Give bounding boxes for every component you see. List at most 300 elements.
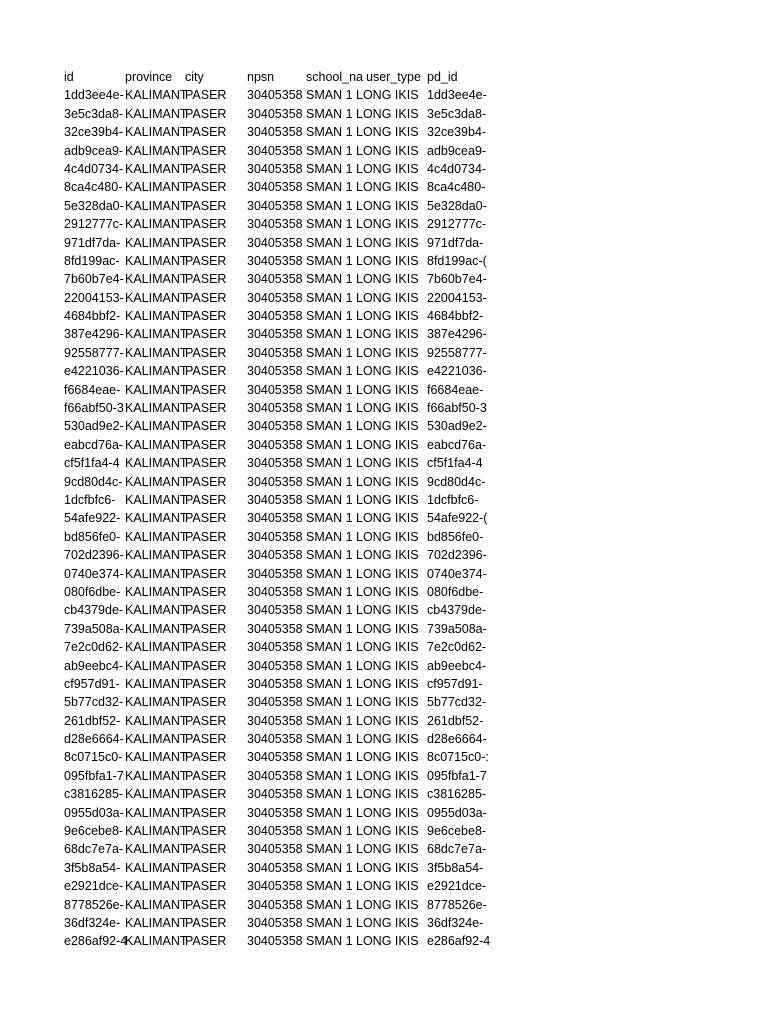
cell-province: KALIMANT <box>125 658 188 673</box>
cell-city: PASER <box>185 566 227 581</box>
cell-npsn: 30405358 <box>247 492 303 507</box>
cell-province: KALIMANT <box>125 382 188 397</box>
cell-province: KALIMANT <box>125 621 188 636</box>
cell-id: 8ca4c480- <box>64 180 123 195</box>
cell-npsn: 30405358 <box>247 401 303 416</box>
cell-province: KALIMANT <box>125 768 188 783</box>
cell-id: 5e328da0- <box>64 198 124 213</box>
cell-pd-id: 530ad9e2- <box>427 419 487 434</box>
cell-city: PASER <box>185 161 227 176</box>
cell-pd-id: e2921dce- <box>427 879 487 894</box>
table-row <box>64 620 490 638</box>
cell-city: PASER <box>185 143 227 158</box>
table-row <box>64 859 490 877</box>
table-row <box>64 509 490 527</box>
cell-school-name: SMAN 1 LONG IKIS <box>306 309 419 324</box>
cell-id: f66abf50-3 <box>64 401 124 416</box>
cell-province: KALIMANT <box>125 327 188 342</box>
cell-school-name: SMAN 1 LONG IKIS <box>306 529 419 544</box>
cell-pd-id: 5e328da0- <box>427 198 487 213</box>
cell-city: PASER <box>185 805 227 820</box>
cell-city: PASER <box>185 327 227 342</box>
cell-province: KALIMANT <box>125 676 188 691</box>
table-row <box>64 325 490 343</box>
cell-city: PASER <box>185 401 227 416</box>
cell-school-name: SMAN 1 LONG IKIS <box>306 860 419 875</box>
cell-id: bd856fe0- <box>64 529 121 544</box>
cell-pd-id: 971df7da- <box>427 235 484 250</box>
cell-city: PASER <box>185 345 227 360</box>
cell-school-name: SMAN 1 LONG IKIS <box>306 198 419 213</box>
table-row <box>64 730 490 748</box>
cell-id: c3816285- <box>64 787 124 802</box>
cell-pd-id: 739a508a- <box>427 621 487 636</box>
cell-city: PASER <box>185 511 227 526</box>
cell-id: eabcd76a- <box>64 437 124 452</box>
cell-npsn: 30405358 <box>247 897 303 912</box>
cell-city: PASER <box>185 437 227 452</box>
table-row <box>64 785 490 803</box>
cell-pd-id: 32ce39b4- <box>427 125 487 140</box>
cell-pd-id: e4221036- <box>427 364 487 379</box>
cell-city: PASER <box>185 879 227 894</box>
cell-school-name: SMAN 1 LONG IKIS <box>306 676 419 691</box>
cell-city: PASER <box>185 860 227 875</box>
cell-school-name: SMAN 1 LONG IKIS <box>306 750 419 765</box>
cell-pd-id: 080f6dbe- <box>427 584 484 599</box>
cell-province: KALIMANT <box>125 750 188 765</box>
cell-province: KALIMANT <box>125 548 188 563</box>
cell-school-name: SMAN 1 LONG IKIS <box>306 805 419 820</box>
cell-school-name: SMAN 1 LONG IKIS <box>306 879 419 894</box>
cell-school-name: SMAN 1 LONG IKIS <box>306 345 419 360</box>
cell-pd-id: 5b77cd32- <box>427 695 487 710</box>
cell-npsn: 30405358 <box>247 805 303 820</box>
cell-pd-id: eabcd76a- <box>427 437 487 452</box>
cell-city: PASER <box>185 897 227 912</box>
cell-pd-id: 9cd80d4c- <box>427 474 486 489</box>
cell-pd-id: 2912777c- <box>427 217 487 232</box>
cell-city: PASER <box>185 125 227 140</box>
cell-school-name: SMAN 1 LONG IKIS <box>306 382 419 397</box>
cell-npsn: 30405358 <box>247 180 303 195</box>
cell-npsn: 30405358 <box>247 474 303 489</box>
cell-pd-id: f6684eae- <box>427 382 484 397</box>
cell-pd-id: e286af92-4 <box>427 934 491 949</box>
cell-pd-id: 68dc7e7a- <box>427 842 487 857</box>
cell-npsn: 30405358 <box>247 566 303 581</box>
table-row <box>64 693 490 711</box>
cell-pd-id: 4c4d0734- <box>427 161 487 176</box>
cell-city: PASER <box>185 217 227 232</box>
cell-id: 32ce39b4- <box>64 125 124 140</box>
cell-id: 36df324e- <box>64 915 121 930</box>
cell-city: PASER <box>185 824 227 839</box>
cell-npsn: 30405358 <box>247 529 303 544</box>
cell-pd-id: 7b60b7e4- <box>427 272 487 287</box>
cell-school-name: SMAN 1 LONG IKIS <box>306 640 419 655</box>
cell-city: PASER <box>185 529 227 544</box>
cell-province: KALIMANT <box>125 345 188 360</box>
cell-pd-id: 36df324e- <box>427 915 484 930</box>
cell-province: KALIMANT <box>125 529 188 544</box>
table-row <box>64 528 490 546</box>
cell-city: PASER <box>185 768 227 783</box>
cell-npsn: 30405358 <box>247 290 303 305</box>
cell-city: PASER <box>185 548 227 563</box>
cell-province: KALIMANT <box>125 492 188 507</box>
cell-pd-id: 387e4296- <box>427 327 487 342</box>
cell-school-name: SMAN 1 LONG IKIS <box>306 768 419 783</box>
cell-province: KALIMANT <box>125 235 188 250</box>
cell-pd-id: ab9eebc4- <box>427 658 487 673</box>
cell-city: PASER <box>185 584 227 599</box>
cell-npsn: 30405358 <box>247 768 303 783</box>
cell-npsn: 30405358 <box>247 437 303 452</box>
cell-province: KALIMANT <box>125 401 188 416</box>
cell-province: KALIMANT <box>125 566 188 581</box>
cell-province: KALIMANT <box>125 125 188 140</box>
cell-province: KALIMANT <box>125 309 188 324</box>
cell-province: KALIMANT <box>125 934 188 949</box>
header-pd-id: pd_id <box>427 70 458 84</box>
cell-pd-id: 3e5c3da8- <box>427 106 487 121</box>
cell-pd-id: 7e2c0d62- <box>427 640 487 655</box>
cell-province: KALIMANT <box>125 511 188 526</box>
header-user-type: user_type <box>366 70 421 84</box>
cell-id: e2921dce- <box>64 879 124 894</box>
cell-school-name: SMAN 1 LONG IKIS <box>306 106 419 121</box>
cell-province: KALIMANT <box>125 143 188 158</box>
cell-city: PASER <box>185 492 227 507</box>
cell-id: 9cd80d4c- <box>64 474 123 489</box>
cell-id: 7b60b7e4- <box>64 272 124 287</box>
cell-npsn: 30405358 <box>247 272 303 287</box>
cell-npsn: 30405358 <box>247 603 303 618</box>
table-row <box>64 86 490 104</box>
cell-school-name: SMAN 1 LONG IKIS <box>306 88 419 103</box>
header-npsn: npsn <box>247 70 275 84</box>
cell-school-name: SMAN 1 LONG IKIS <box>306 603 419 618</box>
cell-province: KALIMANT <box>125 198 188 213</box>
cell-id: 5b77cd32- <box>64 695 124 710</box>
cell-city: PASER <box>185 732 227 747</box>
cell-id: 3e5c3da8- <box>64 106 124 121</box>
cell-city: PASER <box>185 180 227 195</box>
cell-id: 4684bbf2- <box>64 309 121 324</box>
cell-npsn: 30405358 <box>247 143 303 158</box>
cell-school-name: SMAN 1 LONG IKIS <box>306 915 419 930</box>
cell-province: KALIMANT <box>125 713 188 728</box>
header-city: city <box>185 70 204 84</box>
cell-pd-id: 1dd3ee4e- <box>427 88 487 103</box>
cell-id: f6684eae- <box>64 382 121 397</box>
cell-id: 080f6dbe- <box>64 584 121 599</box>
cell-school-name: SMAN 1 LONG IKIS <box>306 897 419 912</box>
cell-school-name: SMAN 1 LONG IKIS <box>306 713 419 728</box>
cell-school-name: SMAN 1 LONG IKIS <box>306 364 419 379</box>
cell-school-name: SMAN 1 LONG IKIS <box>306 548 419 563</box>
cell-id: e286af92-4 <box>64 934 128 949</box>
cell-pd-id: 8ca4c480- <box>427 180 486 195</box>
cell-city: PASER <box>185 713 227 728</box>
cell-province: KALIMANT <box>125 419 188 434</box>
table-row <box>64 362 490 380</box>
cell-npsn: 30405358 <box>247 456 303 471</box>
cell-city: PASER <box>185 272 227 287</box>
cell-id: 8fd199ac- <box>64 253 120 268</box>
cell-npsn: 30405358 <box>247 658 303 673</box>
table-row <box>64 307 490 325</box>
cell-npsn: 30405358 <box>247 713 303 728</box>
cell-id: cf957d91- <box>64 676 120 691</box>
cell-province: KALIMANT <box>125 180 188 195</box>
cell-province: KALIMANT <box>125 695 188 710</box>
cell-pd-id: 8c0715c0-: <box>427 750 489 765</box>
cell-city: PASER <box>185 750 227 765</box>
cell-city: PASER <box>185 603 227 618</box>
cell-school-name: SMAN 1 LONG IKIS <box>306 272 419 287</box>
cell-province: KALIMANT <box>125 805 188 820</box>
table-row <box>64 123 490 141</box>
cell-id: 1dcfbfc6- <box>64 492 116 507</box>
cell-npsn: 30405358 <box>247 879 303 894</box>
cell-npsn: 30405358 <box>247 106 303 121</box>
cell-npsn: 30405358 <box>247 419 303 434</box>
cell-school-name: SMAN 1 LONG IKIS <box>306 934 419 949</box>
cell-city: PASER <box>185 934 227 949</box>
cell-npsn: 30405358 <box>247 253 303 268</box>
cell-pd-id: 22004153- <box>427 290 487 305</box>
cell-school-name: SMAN 1 LONG IKIS <box>306 511 419 526</box>
cell-pd-id: 8778526e- <box>427 897 487 912</box>
cell-province: KALIMANT <box>125 842 188 857</box>
cell-id: 387e4296- <box>64 327 124 342</box>
cell-pd-id: bd856fe0- <box>427 529 484 544</box>
table-row <box>64 877 490 895</box>
cell-pd-id: 0740e374- <box>427 566 487 581</box>
table-row <box>64 105 490 123</box>
cell-city: PASER <box>185 640 227 655</box>
cell-province: KALIMANT <box>125 364 188 379</box>
cell-id: d28e6664- <box>64 732 124 747</box>
cell-pd-id: 4684bbf2- <box>427 309 484 324</box>
table-row <box>64 417 490 435</box>
cell-npsn: 30405358 <box>247 327 303 342</box>
cell-npsn: 30405358 <box>247 787 303 802</box>
cell-npsn: 30405358 <box>247 860 303 875</box>
cell-npsn: 30405358 <box>247 88 303 103</box>
cell-province: KALIMANT <box>125 824 188 839</box>
table-body <box>64 86 490 950</box>
cell-school-name: SMAN 1 LONG IKIS <box>306 842 419 857</box>
cell-school-name: SMAN 1 LONG IKIS <box>306 474 419 489</box>
cell-id: 4c4d0734- <box>64 161 124 176</box>
cell-school-name: SMAN 1 LONG IKIS <box>306 658 419 673</box>
cell-school-name: SMAN 1 LONG IKIS <box>306 437 419 452</box>
cell-school-name: SMAN 1 LONG IKIS <box>306 621 419 636</box>
cell-pd-id: 261dbf52- <box>427 713 484 728</box>
cell-city: PASER <box>185 787 227 802</box>
cell-id: cf5f1fa4-4 <box>64 456 120 471</box>
table-row <box>64 234 490 252</box>
cell-id: 22004153- <box>64 290 124 305</box>
cell-id: 2912777c- <box>64 217 124 232</box>
table-row <box>64 491 490 509</box>
cell-npsn: 30405358 <box>247 235 303 250</box>
table-row <box>64 748 490 766</box>
cell-npsn: 30405358 <box>247 676 303 691</box>
cell-npsn: 30405358 <box>247 309 303 324</box>
cell-npsn: 30405358 <box>247 364 303 379</box>
table-row <box>64 804 490 822</box>
cell-province: KALIMANT <box>125 584 188 599</box>
cell-province: KALIMANT <box>125 640 188 655</box>
cell-id: 54afe922- <box>64 511 121 526</box>
table-row <box>64 252 490 270</box>
table-row <box>64 822 490 840</box>
cell-city: PASER <box>185 842 227 857</box>
cell-pd-id: d28e6664- <box>427 732 487 747</box>
cell-school-name: SMAN 1 LONG IKIS <box>306 253 419 268</box>
cell-npsn: 30405358 <box>247 934 303 949</box>
table-row <box>64 399 490 417</box>
table-row <box>64 675 490 693</box>
cell-city: PASER <box>185 88 227 103</box>
cell-npsn: 30405358 <box>247 345 303 360</box>
cell-pd-id: 9e6cebe8- <box>427 824 487 839</box>
cell-npsn: 30405358 <box>247 382 303 397</box>
cell-npsn: 30405358 <box>247 584 303 599</box>
cell-city: PASER <box>185 915 227 930</box>
cell-id: e4221036- <box>64 364 124 379</box>
cell-id: 92558777- <box>64 345 124 360</box>
cell-school-name: SMAN 1 LONG IKIS <box>306 125 419 140</box>
cell-province: KALIMANT <box>125 161 188 176</box>
cell-id: 0740e374- <box>64 566 124 581</box>
table-row <box>64 473 490 491</box>
cell-city: PASER <box>185 676 227 691</box>
cell-city: PASER <box>185 253 227 268</box>
cell-school-name: SMAN 1 LONG IKIS <box>306 456 419 471</box>
cell-npsn: 30405358 <box>247 640 303 655</box>
table-row <box>64 767 490 785</box>
table-row <box>64 583 490 601</box>
table-row <box>64 344 490 362</box>
header-school-name: school_na <box>306 70 363 84</box>
cell-city: PASER <box>185 658 227 673</box>
cell-npsn: 30405358 <box>247 695 303 710</box>
cell-pd-id: 54afe922-( <box>427 511 488 526</box>
cell-npsn: 30405358 <box>247 161 303 176</box>
cell-npsn: 30405358 <box>247 915 303 930</box>
cell-province: KALIMANT <box>125 787 188 802</box>
table-row <box>64 142 490 160</box>
table-row <box>64 657 490 675</box>
cell-province: KALIMANT <box>125 437 188 452</box>
table-header-row <box>64 68 490 86</box>
cell-pd-id: c3816285- <box>427 787 487 802</box>
cell-id: 739a508a- <box>64 621 124 636</box>
spreadsheet-table <box>64 68 490 951</box>
table-row <box>64 712 490 730</box>
cell-province: KALIMANT <box>125 474 188 489</box>
cell-pd-id: adb9cea9- <box>427 143 487 158</box>
cell-id: 261dbf52- <box>64 713 121 728</box>
cell-npsn: 30405358 <box>247 621 303 636</box>
cell-pd-id: 095fbfa1-7 <box>427 768 487 783</box>
cell-city: PASER <box>185 106 227 121</box>
cell-school-name: SMAN 1 LONG IKIS <box>306 566 419 581</box>
cell-id: 8c0715c0- <box>64 750 123 765</box>
cell-city: PASER <box>185 309 227 324</box>
cell-school-name: SMAN 1 LONG IKIS <box>306 235 419 250</box>
cell-province: KALIMANT <box>125 915 188 930</box>
cell-city: PASER <box>185 382 227 397</box>
cell-province: KALIMANT <box>125 456 188 471</box>
table-row <box>64 840 490 858</box>
cell-id: cb4379de- <box>64 603 124 618</box>
cell-city: PASER <box>185 364 227 379</box>
cell-npsn: 30405358 <box>247 548 303 563</box>
table-row <box>64 914 490 932</box>
table-row <box>64 215 490 233</box>
header-id: id <box>64 70 74 84</box>
cell-school-name: SMAN 1 LONG IKIS <box>306 787 419 802</box>
cell-province: KALIMANT <box>125 897 188 912</box>
cell-city: PASER <box>185 290 227 305</box>
cell-id: 530ad9e2- <box>64 419 124 434</box>
cell-school-name: SMAN 1 LONG IKIS <box>306 695 419 710</box>
table-row <box>64 178 490 196</box>
cell-school-name: SMAN 1 LONG IKIS <box>306 161 419 176</box>
cell-province: KALIMANT <box>125 88 188 103</box>
cell-pd-id: 8fd199ac-( <box>427 253 487 268</box>
header-province: province <box>125 70 173 84</box>
cell-id: 7e2c0d62- <box>64 640 124 655</box>
cell-pd-id: cf957d91- <box>427 676 483 691</box>
table-row <box>64 896 490 914</box>
cell-id: 9e6cebe8- <box>64 824 124 839</box>
table-row <box>64 436 490 454</box>
cell-id: 8778526e- <box>64 897 124 912</box>
cell-npsn: 30405358 <box>247 217 303 232</box>
cell-city: PASER <box>185 419 227 434</box>
cell-pd-id: 92558777- <box>427 345 487 360</box>
cell-city: PASER <box>185 456 227 471</box>
cell-school-name: SMAN 1 LONG IKIS <box>306 217 419 232</box>
table-row <box>64 638 490 656</box>
table-row <box>64 454 490 472</box>
cell-npsn: 30405358 <box>247 511 303 526</box>
table-row <box>64 565 490 583</box>
table-row <box>64 160 490 178</box>
cell-pd-id: 3f5b8a54- <box>427 860 484 875</box>
cell-id: 3f5b8a54- <box>64 860 121 875</box>
cell-npsn: 30405358 <box>247 842 303 857</box>
cell-id: 1dd3ee4e- <box>64 88 124 103</box>
cell-province: KALIMANT <box>125 860 188 875</box>
cell-npsn: 30405358 <box>247 198 303 213</box>
cell-city: PASER <box>185 474 227 489</box>
cell-school-name: SMAN 1 LONG IKIS <box>306 327 419 342</box>
cell-id: 702d2396- <box>64 548 124 563</box>
cell-pd-id: cf5f1fa4-4 <box>427 456 483 471</box>
cell-school-name: SMAN 1 LONG IKIS <box>306 180 419 195</box>
cell-npsn: 30405358 <box>247 750 303 765</box>
table-row <box>64 197 490 215</box>
cell-province: KALIMANT <box>125 732 188 747</box>
